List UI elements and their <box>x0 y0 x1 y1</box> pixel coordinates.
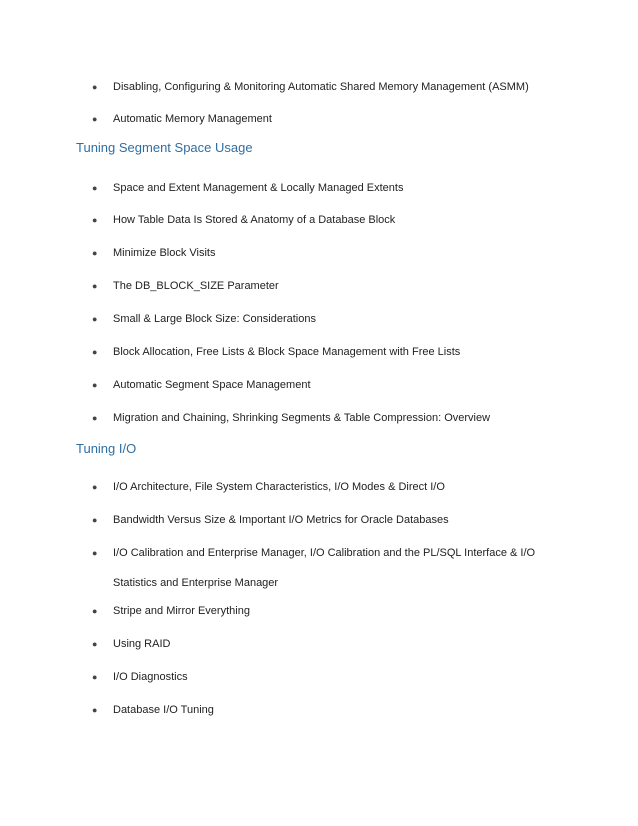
list-item-text: Migration and Chaining, Shrinking Segments & Table Compression: Overview <box>113 412 491 424</box>
section-heading: Tuning I/O <box>76 441 137 456</box>
bullet-icon: ● <box>92 548 98 558</box>
list-item-text: Disabling, Configuring & Monitoring Automatic Shared Memory Management (ASMM) <box>113 81 529 93</box>
list-item-text: Small & Large Block Size: Considerations <box>113 313 316 325</box>
list-item-text: Using RAID <box>113 638 171 650</box>
list-item-text: Automatic Memory Management <box>113 113 272 125</box>
section-heading: Tuning Segment Space Usage <box>76 140 253 155</box>
list-item-text: Stripe and Mirror Everything <box>113 605 250 617</box>
list-item-text: I/O Diagnostics <box>113 671 188 683</box>
bullet-icon: ● <box>92 639 98 649</box>
list-item-text: Block Allocation, Free Lists & Block Space Management with Free Lists <box>113 346 461 358</box>
bullet-icon: ● <box>92 380 98 390</box>
bullet-icon: ● <box>92 82 98 92</box>
bullet-icon: ● <box>92 215 98 225</box>
bullet-icon: ● <box>92 114 98 124</box>
list-item-text: Minimize Block Visits <box>113 247 216 259</box>
list-item-text: The DB_BLOCK_SIZE Parameter <box>113 280 279 292</box>
bullet-icon: ● <box>92 606 98 616</box>
bullet-icon: ● <box>92 705 98 715</box>
bullet-icon: ● <box>92 314 98 324</box>
bullet-icon: ● <box>92 482 98 492</box>
bullet-icon: ● <box>92 413 98 423</box>
bullet-icon: ● <box>92 281 98 291</box>
bullet-icon: ● <box>92 515 98 525</box>
bullet-icon: ● <box>92 248 98 258</box>
list-item-text: Bandwidth Versus Size & Important I/O Metrics for Oracle Databases <box>113 514 449 526</box>
bullet-icon: ● <box>92 183 98 193</box>
list-item-text: Space and Extent Management & Locally Managed Extents <box>113 182 404 194</box>
bullet-icon: ● <box>92 672 98 682</box>
list-item-text: I/O Architecture, File System Characteristics, I/O Modes & Direct I/O <box>113 481 445 493</box>
list-item-text: I/O Calibration and Enterprise Manager, I/O Calibration and the PL/SQL Interface & I/O Statistics and Enterprise Manager <box>113 547 536 589</box>
bullet-icon: ● <box>92 347 98 357</box>
list-item-text: Database I/O Tuning <box>113 704 214 716</box>
list-item-text: Automatic Segment Space Management <box>113 379 311 391</box>
list-item-text: How Table Data Is Stored & Anatomy of a Database Block <box>113 214 396 226</box>
